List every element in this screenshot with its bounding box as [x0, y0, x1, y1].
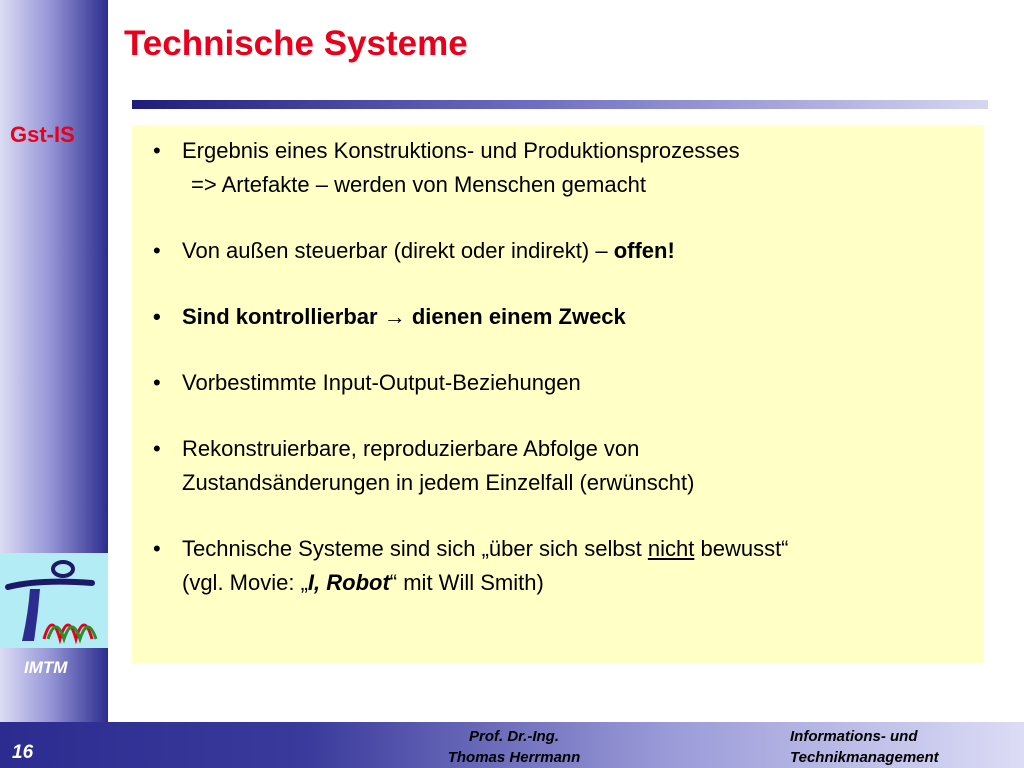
list-item [142, 300, 970, 334]
slide-title: Technische Systeme [124, 24, 468, 63]
list-item [142, 234, 970, 268]
arrow-right-icon: → [383, 304, 406, 329]
list-item [142, 532, 970, 600]
bullet-list [142, 134, 970, 600]
bullet-text-continued: dienen einem Zweck [405, 304, 626, 329]
footer-author [414, 726, 614, 768]
bullet-text: Vorbestimmte Input-Output-Beziehungen [182, 370, 581, 395]
title-rule [132, 100, 988, 109]
sidebar [0, 0, 108, 768]
author-line1: Prof. Dr.-Ing. [469, 728, 559, 745]
bullet-text: Technische Systeme sind sich „über sich selbst [182, 536, 648, 561]
movie-title: I, Robot [307, 570, 390, 595]
course-line2: Technikmanagement [790, 749, 939, 766]
course-line1: Informations- und [790, 728, 918, 745]
bullet-emphasis: offen! [613, 238, 675, 263]
bullet-text-line2: (vgl. Movie: „ [182, 570, 308, 595]
bullet-text-line2: Zustandsänderungen in jedem Einzelfall (erwünscht) [182, 470, 695, 495]
logo-graphic [0, 553, 108, 648]
imtm-logo [0, 553, 108, 648]
list-item [142, 366, 970, 400]
footer-course [790, 726, 1010, 768]
bullet-text-line1: Rekonstruierbare, reproduzierbare Abfolge von [182, 436, 640, 461]
bullet-text: Sind kontrollierbar [182, 304, 384, 329]
bullet-text-end: “ mit Will Smith) [389, 570, 544, 595]
bullet-text: Von außen steuerbar (direkt oder indirekt) – [182, 238, 614, 263]
list-item [142, 432, 970, 500]
list-item [142, 134, 970, 202]
content-box [132, 125, 984, 663]
page-number: 16 [12, 742, 34, 763]
side-label: Gst-IS [10, 122, 75, 147]
bullet-subtext: => Artefakte – werden von Menschen gemacht [191, 172, 646, 197]
bullet-text-continued: bewusst“ [694, 536, 789, 561]
author-line2: Thomas Herrmann [447, 749, 581, 766]
logo-label: IMTM [24, 658, 68, 677]
bullet-text: Ergebnis eines Konstruktions- und Produktionsprozesses [182, 138, 740, 163]
underlined-word: nicht [647, 536, 695, 561]
